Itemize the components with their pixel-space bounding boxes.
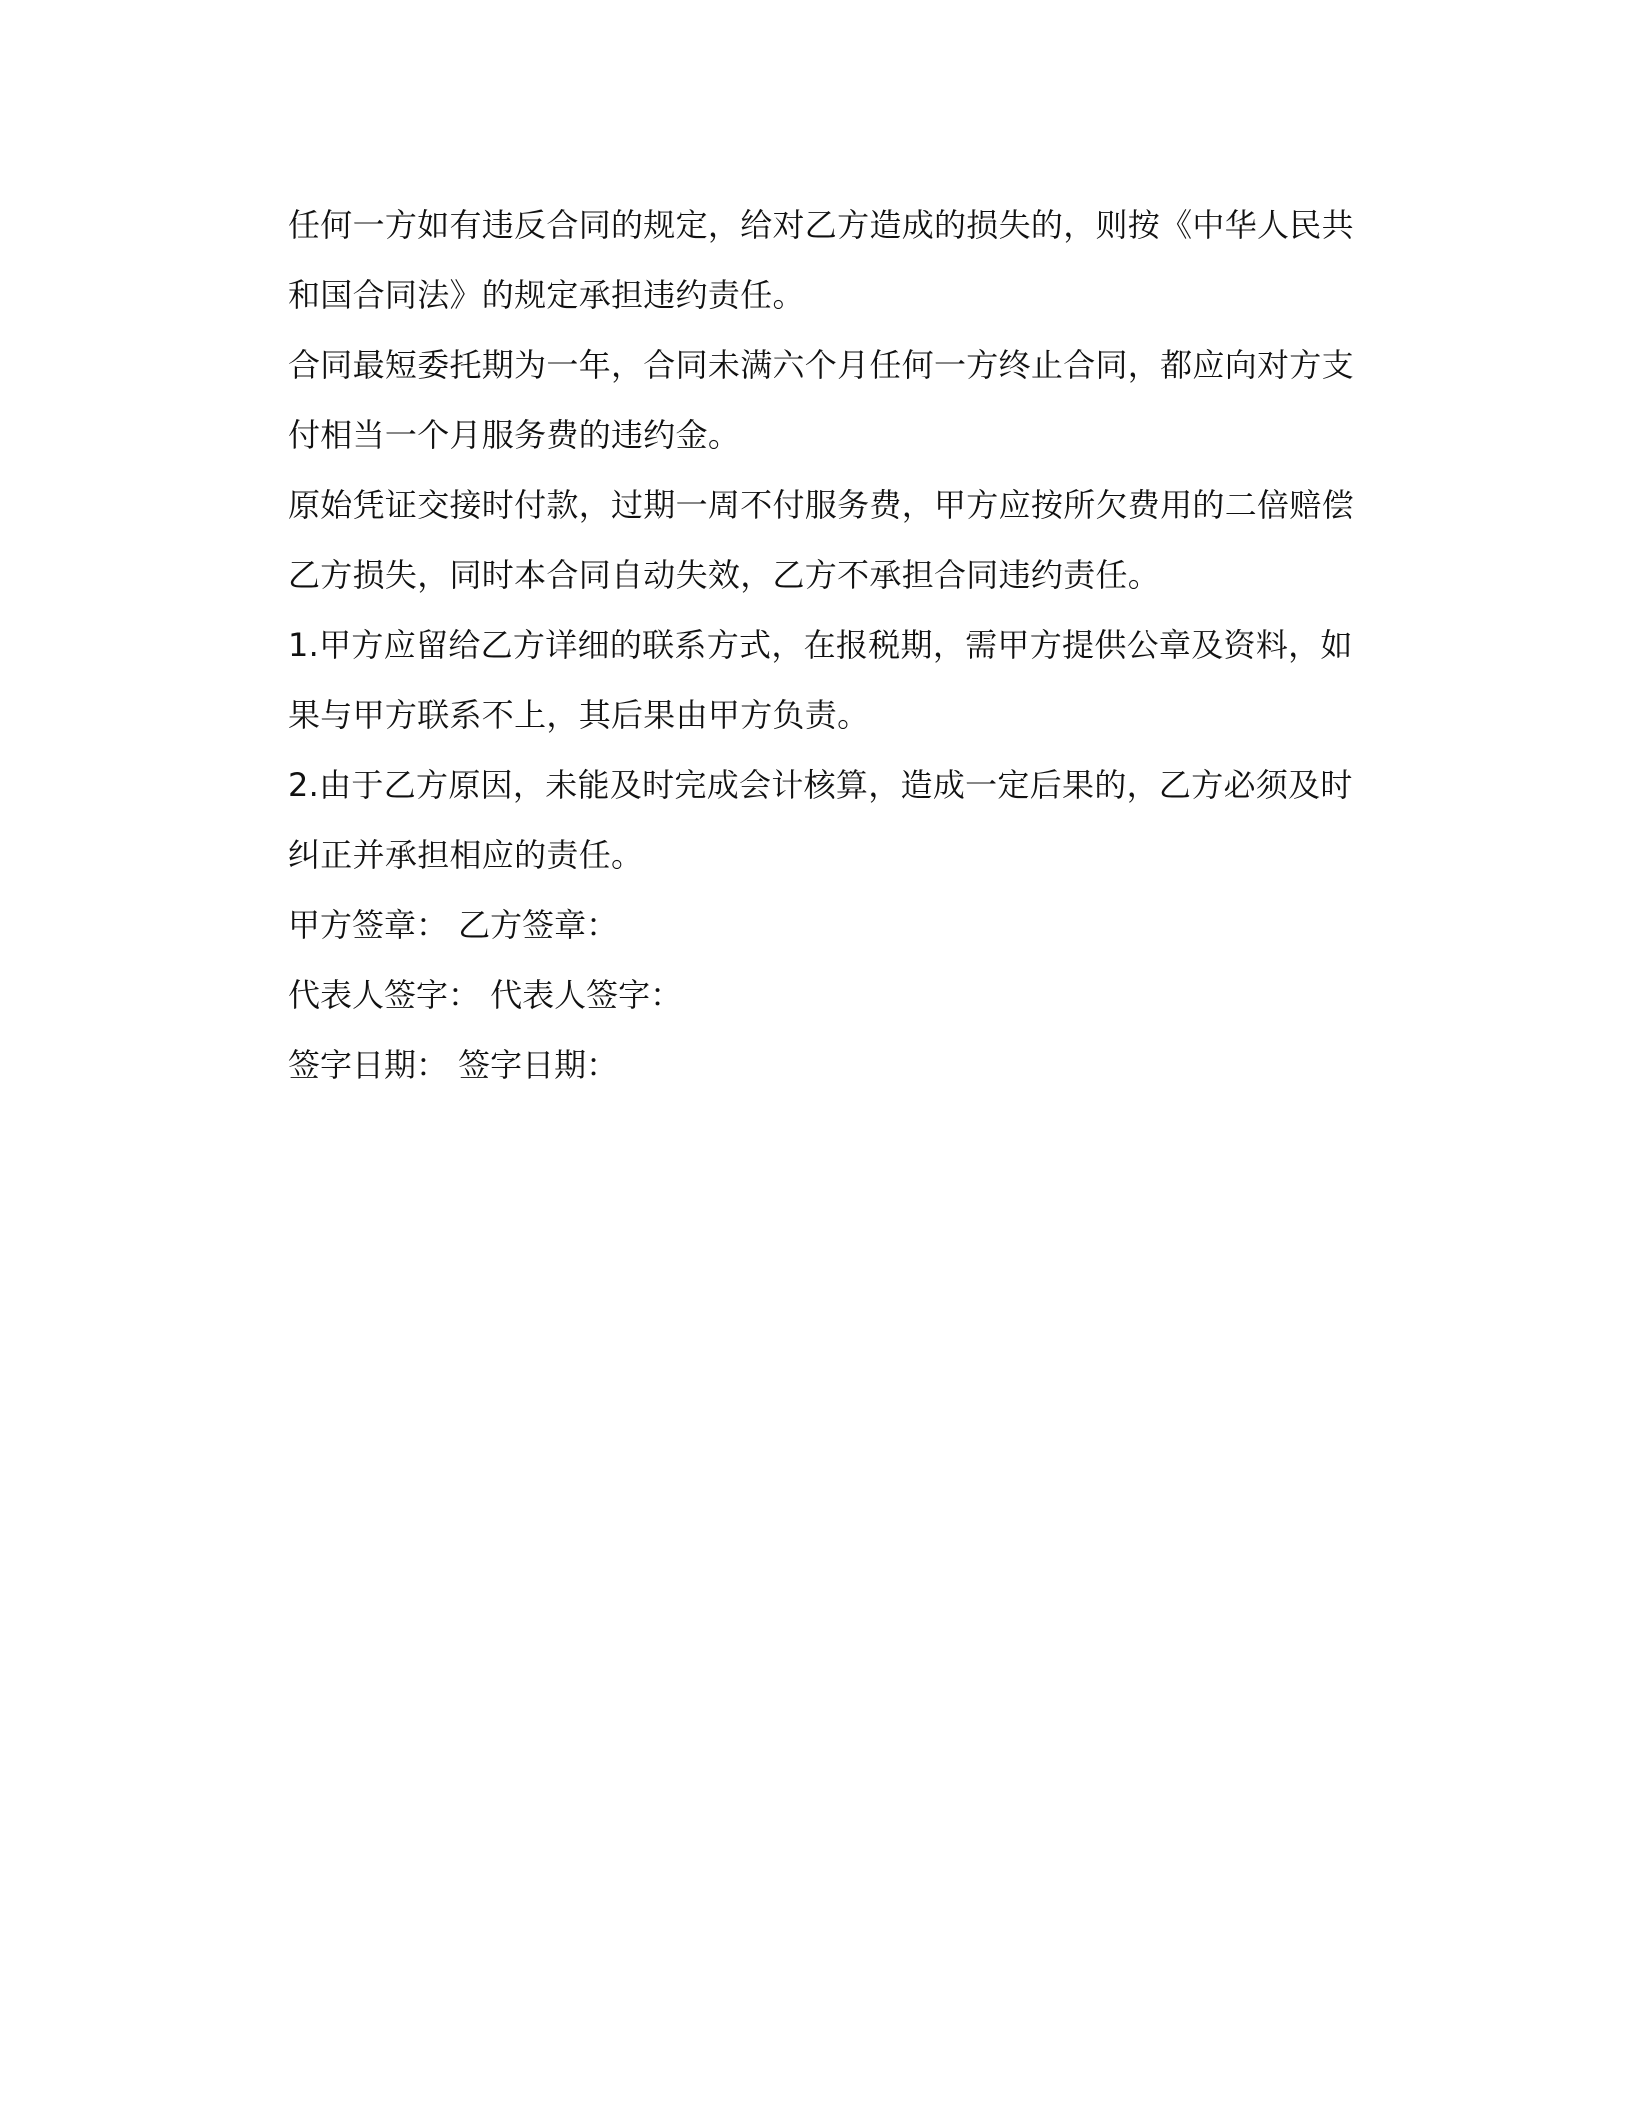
payment-clause-line-1: 原始凭证交接时付款，过期一周不付服务费，甲方应按所欠费用的二倍赔偿 [288,486,1354,524]
liability-clause-line-2: 和国合同法》的规定承担违约责任。 [288,276,805,314]
contact-clause-line-1: 1.甲方应留给乙方详细的联系方式，在报税期，需甲方提供公章及资料，如 [288,626,1353,664]
signature-date-line: 签字日期： 签字日期： [288,1046,619,1084]
term-clause-line-2: 付相当一个月服务费的违约金。 [288,416,741,454]
document-body [288,190,1354,1100]
accounting-clause-line-1: 2.由于乙方原因，未能及时完成会计核算，造成一定后果的，乙方必须及时 [288,766,1353,804]
representative-signature-line: 代表人签字： 代表人签字： [288,976,683,1014]
term-clause-line-1: 合同最短委托期为一年，合同未满六个月任何一方终止合同，都应向对方支 [288,346,1354,384]
seal-signature-line: 甲方签章： 乙方签章： [288,906,619,944]
contact-clause-line-2: 果与甲方联系不上，其后果由甲方负责。 [288,696,870,734]
liability-clause-line-1: 任何一方如有违反合同的规定，给对乙方造成的损失的，则按《中华人民共 [288,206,1354,244]
payment-clause-line-2: 乙方损失，同时本合同自动失效，乙方不承担合同违约责任。 [288,556,1161,594]
accounting-clause-line-2: 纠正并承担相应的责任。 [288,836,644,874]
